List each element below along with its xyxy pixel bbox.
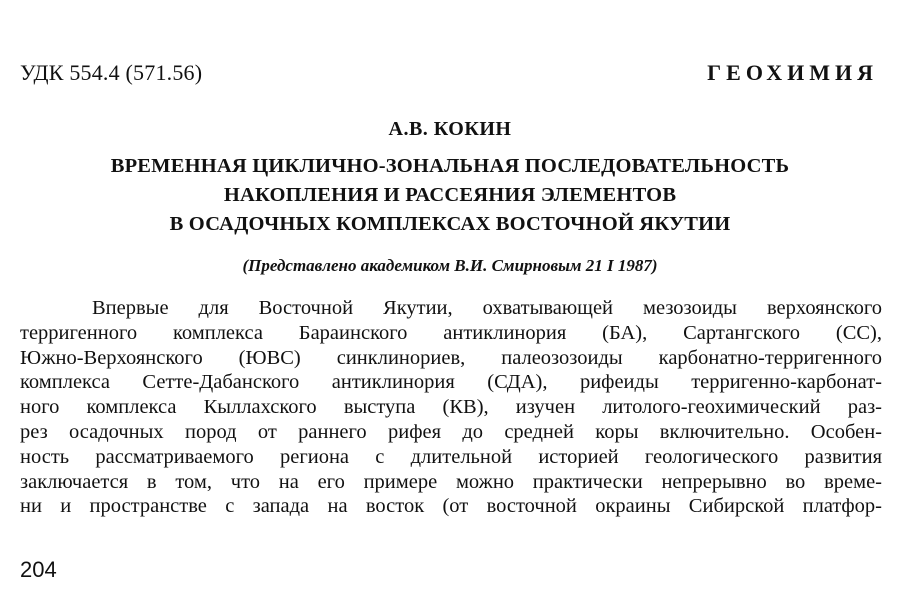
presented-by-note: (Представлено академиком В.И. Смирновым 21 I 1987) [242, 256, 658, 275]
body-line: ного комплекса Кыллахского выступа (КВ), изучен литолого-геохимический раз- [20, 396, 882, 419]
title-line: В ОСАДОЧНЫХ КОМПЛЕКСАХ ВОСТОЧНОЙ ЯКУТИИ [169, 213, 731, 235]
body-line: комплекса Сетте-Дабанского антиклинория (СДА), рифеиды терригенно-карбонат- [20, 371, 882, 394]
page-number: 204 [20, 557, 57, 582]
body-line: Южно-Верхоянского (ЮВС) синклинориев, палеозозоиды карбонатно-терригенного [20, 346, 882, 369]
body-line: рез осадочных пород от раннего рифея до средней коры включительно. Особен- [20, 420, 882, 443]
udk-code: УДК 554.4 (571.56) [20, 60, 203, 85]
body-line: терригенного комплекса Бараинского антиклинория (БА), Сартангского (СС), [20, 321, 882, 344]
body-line: заключается в том, что на его примере можно практически непрерывно во време- [20, 470, 882, 493]
section-title: ГЕОХИМИЯ [707, 60, 878, 85]
article-title [0, 152, 900, 239]
body-line: ность рассматриваемого региона с длительной историей геологического развития [20, 445, 882, 468]
body-paragraph [20, 296, 882, 519]
author-name: А.В. КОКИН [388, 118, 512, 140]
body-line: ни и пространстве с запада на восток (от восточной окраины Сибирской платфор- [20, 495, 882, 518]
title-line: ВРЕМЕННАЯ ЦИКЛИЧНО-ЗОНАЛЬНАЯ ПОСЛЕДОВАТЕЛЬНОСТЬ [110, 155, 790, 177]
body-line: Впервые для Восточной Якутии, охватывающей мезозоиды верхоянского [92, 297, 882, 319]
title-line: НАКОПЛЕНИЯ И РАССЕЯНИЯ ЭЛЕМЕНТОВ [223, 184, 677, 206]
